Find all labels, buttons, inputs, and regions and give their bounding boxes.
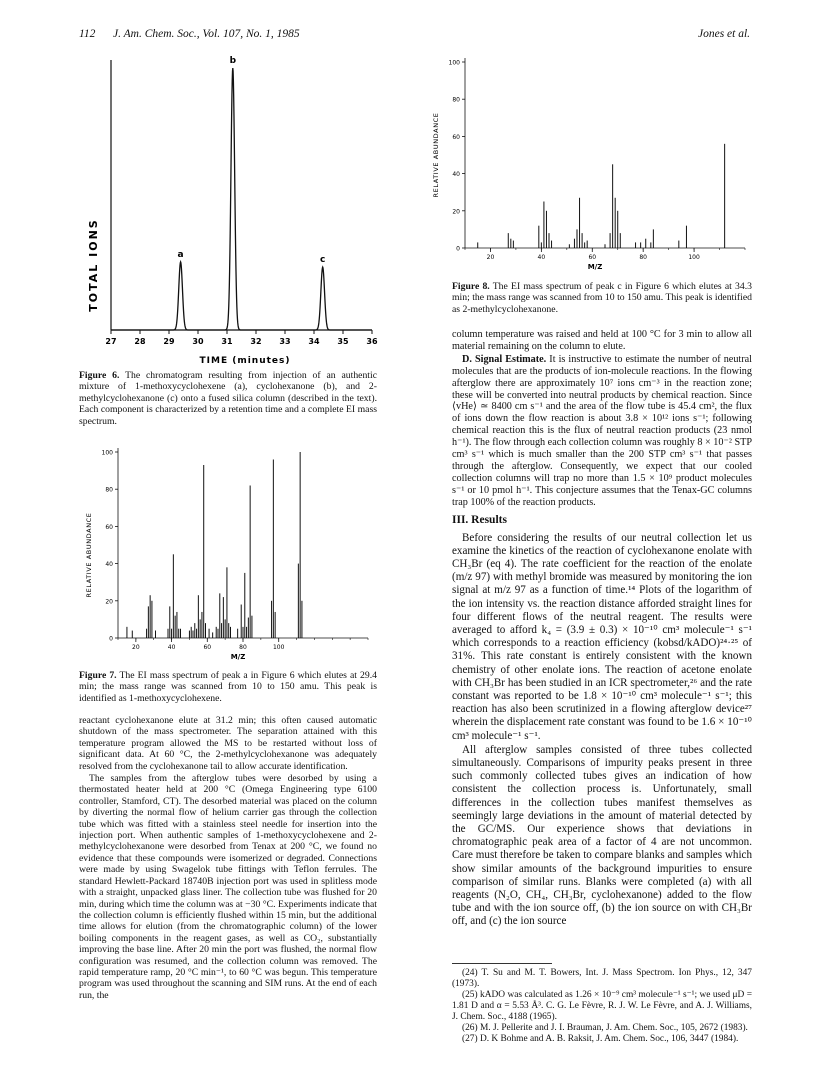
column2-body	[452, 329, 752, 930]
figure6-x-tick-label: 32	[250, 337, 262, 346]
figure6-ylabel: TOTAL IONS	[87, 218, 100, 312]
footnote-25: (25) kADO was calculated as 1.26 × 10⁻⁹ cm³ molecule⁻¹ s⁻¹; we used μD = 1.81 D and α = 5.53 Å³. C. G. Le Fèvre, R. J. W. Le Fèvre, and A. J. Williams, J. Chem. Soc., 4188 (1965).	[452, 990, 752, 1022]
figure7-spectrum	[78, 440, 378, 665]
figure8-y-tick-label: 100	[448, 59, 460, 67]
figure6-x-tick-label: 30	[192, 337, 204, 346]
figure6-peak-label-c: c	[320, 255, 326, 266]
section-d-heading: D. Signal Estimate.	[462, 353, 547, 365]
figure7-x-tick-label: 60	[203, 644, 212, 651]
figure7-caption-text: The EI mass spectrum of peak a in Figure 6 which elutes at 29.4 min; the mass range was scanned from 10 to 150 amu. This peak is identified as 1-methoxycyclohexene.	[79, 670, 378, 704]
figure6-x-tick-label: 34	[308, 337, 320, 346]
col2-paragraph-2: It is instructive to estimate the number of neutral molecules that are the products of ion-molecule reactions. In the flowing afterglow there are approximately 10⁷ ions cm⁻³ in the reaction zone; these will be converted into neutral products by chemical reaction. Since ⟨vHe⟩ ≃ 8400 cm s⁻¹ and the area of the flow tube is 45.4 cm², the flux of ions down the flow reaction is about 3.8 × 10¹² ions s⁻¹; following chemical reaction this is the flux of neutral reaction products (23 nmol h⁻¹). The flow through each collection column was roughly 8 × 10⁻² STP cm³ s⁻¹ which is much smaller than the 200 STP cm³ s⁻¹ that passes through the afterglow. Consequently, we expect that our cooled collection columns will trap no more than 1.5 × 10⁹ product molecules s⁻¹ or 10 pmol h⁻¹. This conjecture assumes that the Tenax-GC columns trap 100% of the reaction products.	[452, 353, 753, 508]
figure8-caption-text: The EI mass spectrum of peak c in Figure 6 which elutes at 34.3 min; the mass range was scanned from 10 to 150 amu. This peak is identified as 2-methylcyclohexanone.	[452, 281, 752, 315]
figure6-x-tick-label: 27	[105, 337, 117, 346]
footnote-24: (24) T. Su and M. T. Bowers, Int. J. Mass Spectrom. Ion Phys., 12, 347 (1973).	[452, 968, 752, 989]
figure8-y-tick-label: 0	[456, 245, 460, 253]
figure6-x-tick-label: 29	[163, 337, 175, 346]
figure8-xlabel: M/Z	[587, 263, 603, 271]
figure7-caption	[79, 670, 377, 704]
figure6-trace	[111, 68, 372, 330]
figure7-y-tick-label: 0	[109, 635, 113, 643]
figure8-y-tick-label: 40	[452, 171, 460, 179]
figure7-xlabel: M/Z	[230, 653, 246, 661]
page-number: 112	[79, 28, 96, 40]
figure7-x-tick-label: 40	[167, 644, 176, 651]
figure7-caption-label: Figure 7.	[79, 670, 117, 681]
authors: Jones et al.	[698, 28, 751, 40]
figure6-x-tick-label: 28	[134, 337, 146, 346]
figure7-ylabel: RELATIVE ABUNDANCE	[85, 512, 93, 598]
figure6-caption-label: Figure 6.	[79, 370, 120, 381]
figure8-spectrum	[425, 50, 755, 275]
figure7-y-tick-label: 40	[105, 561, 113, 569]
col1-paragraph-2: The samples from the afterglow tubes were desorbed by using a thermostated heater held at 200 °C (Omega Engineering type 6100 controller, Stamford, CT). The desorbed material was placed on the column by diverting the normal flow of helium carrier gas through the collection tube which was fitted with a stainless steel needle for insertion into the injection port. When authentic samples of 1-methoxycyclohexene and 2-methylcyclohexanone were desorbed from Tenax at 200 °C, we found no evidence that these compounds were isomerized or degraded. Connections were made by using Swagelok tube fittings with Teflon ferrules. The standard Hewlett-Packard 18740B injection port was used in splitless mode with a straight, unpacked glass liner. The collection tube was flushed for 20 min, during which time the column was at −30 °C. Experiments indicate that the collection column is efficiently flushed within 15 min, but the additional time allows for elution (from the chromatographic column) of the lower boiling components in the reagent gases, as well as CO₂, substantially improving the base line. After 20 min the port was flushed, the normal flow configuration was resumed, and the collection column was removed. The rapid temperature ramp, 20 °C min⁻¹, to 60 °C was begun. This temperature program was used throughout the scanning and SIM runs. At the end of each run, the	[79, 773, 377, 1001]
figure8-x-tick-label: 60	[588, 254, 597, 261]
column1-body	[79, 715, 377, 1002]
col1-paragraph-1: reactant cyclohexanone elute at 31.2 min; this often caused automatic shutdown of the mass spectrometer. The separation attained with this temperature program allowed the MS to be restarted without loss of significant data. At 60 °C, the 2-methylcyclohexanone was adequately resolved from the cyclohexanone tail to allow accurate identification.	[79, 715, 377, 772]
figure8-y-tick-label: 60	[452, 133, 460, 141]
footnote-divider	[452, 963, 552, 964]
journal-citation: J. Am. Chem. Soc., Vol. 107, No. 1, 1985	[113, 28, 300, 40]
footnote-27: (27) D. K Bohme and A. B. Raksit, J. Am. Chem. Soc., 106, 3447 (1984).	[462, 1034, 739, 1044]
figure7-y-tick-label: 100	[101, 449, 113, 457]
figure7-y-tick-label: 80	[105, 486, 113, 494]
figure8-caption	[452, 281, 752, 315]
figure6-caption	[79, 370, 377, 427]
figure7-x-tick-label: 80	[239, 644, 247, 651]
figure8-x-tick-label: 100	[688, 254, 700, 261]
figure7-y-tick-label: 20	[105, 598, 113, 606]
figure8-x-tick-label: 20	[486, 254, 495, 261]
figure6-caption-text: The chromatogram resulting from injection of an authentic mixture of 1-methoxycyclohexene (a), cyclohexanone (b), and 2-methylcyclohexanone (c) onto a fused silica column (described in the text). Each component is characterized by a retention time and a complete EI mass spectrum.	[79, 370, 377, 427]
figure6-xlabel: TIME (minutes)	[199, 356, 291, 366]
figure6-peak-label-a: a	[177, 249, 184, 260]
figure7-x-tick-label: 20	[132, 644, 140, 651]
col2-paragraph-1: column temperature was raised and held at 100 °C for 3 min to allow all material remaining on the column to elute.	[452, 329, 752, 352]
figure8-y-tick-label: 80	[452, 96, 460, 104]
figure7-y-tick-label: 60	[105, 523, 113, 531]
figure8-caption-label: Figure 8.	[452, 281, 490, 292]
figure8-x-tick-label: 40	[537, 254, 546, 261]
figure6-peak-label-b: b	[229, 56, 237, 66]
figure8-y-tick-label: 20	[452, 208, 460, 216]
figure6-x-tick-label: 33	[279, 337, 291, 346]
figure8-ylabel: RELATIVE ABUNDANCE	[432, 112, 440, 198]
figure6-x-tick-label: 36	[366, 337, 378, 346]
figure6-x-tick-label: 31	[221, 337, 233, 346]
footnote-26: (26) M. J. Pellerite and J. I. Brauman, J. Am. Chem. Soc., 105, 2672 (1983).	[462, 1023, 748, 1033]
col2-paragraph-3: Before considering the results of our neutral collection let us examine the kinetics of the reaction of cyclohexanone enolate with CH₃Br (eq 4). The rate coefficient for the reaction of the enolate (m/z 97) with methyl bromide was measured by monitoring the ion signal at m/z 97 as a function of time.¹⁴ Plots of the logarithm of the ion intensity vs. the reaction distance afforded straight lines for four different flows of the neutral reagent. The results were averaged to afford k₄ = (3.9 ± 0.3) × 10⁻¹⁰ cm³ molecule⁻¹ s⁻¹ which corresponds to a reaction efficiency (kobsd/kADO)²⁴·²⁵ of 31%. This rate constant is entirely consistent with the known chemistry of other enolate ions. The reaction of acetone enolate with CH₃Br has been studied in an ICR spectrometer,²⁶ and the rate constant was reported to be 1.8 × 10⁻¹⁰ cm³ molecule⁻¹ s⁻¹; this reaction has also been scrutinized in a flowing afterglow device²⁷ wherein the displacement rate constant was found to be 1.6 × 10⁻¹⁰ cm³ molecule⁻¹ s⁻¹.	[452, 531, 752, 742]
figure8-x-tick-label: 80	[639, 254, 648, 261]
col2-paragraph-4: All afterglow samples consisted of three tubes collected simultaneously. Comparisons of impurity peaks present in three such commonly collected tubes gives an indication of how consistent the collection process is. Unfortunately, small differences in the collection tubes manifest themselves as seemingly large deviations in the amount of material detected by the GC/MS. Our experience shows that deviations in chromatographic peak area of a factor of 4 are not uncommon. Care must therefore be taken to compare blanks and samples which show similar amounts of the background impurities to ensure comparison of similar runs. Blanks were completed (a) with all reagents (N₂O, CH₄, CH₃Br, cyclohexanone) added to the flow tube and with the ion source off, (b) the ion source on with CH₃Br off, and (c) the ion source	[452, 743, 752, 928]
section-results-heading: III. Results	[452, 513, 507, 526]
figure7-x-tick-label: 100	[272, 644, 285, 651]
footnotes	[452, 968, 752, 1045]
figure6-chromatogram	[70, 50, 380, 370]
figure6-x-tick-label: 35	[337, 337, 349, 346]
